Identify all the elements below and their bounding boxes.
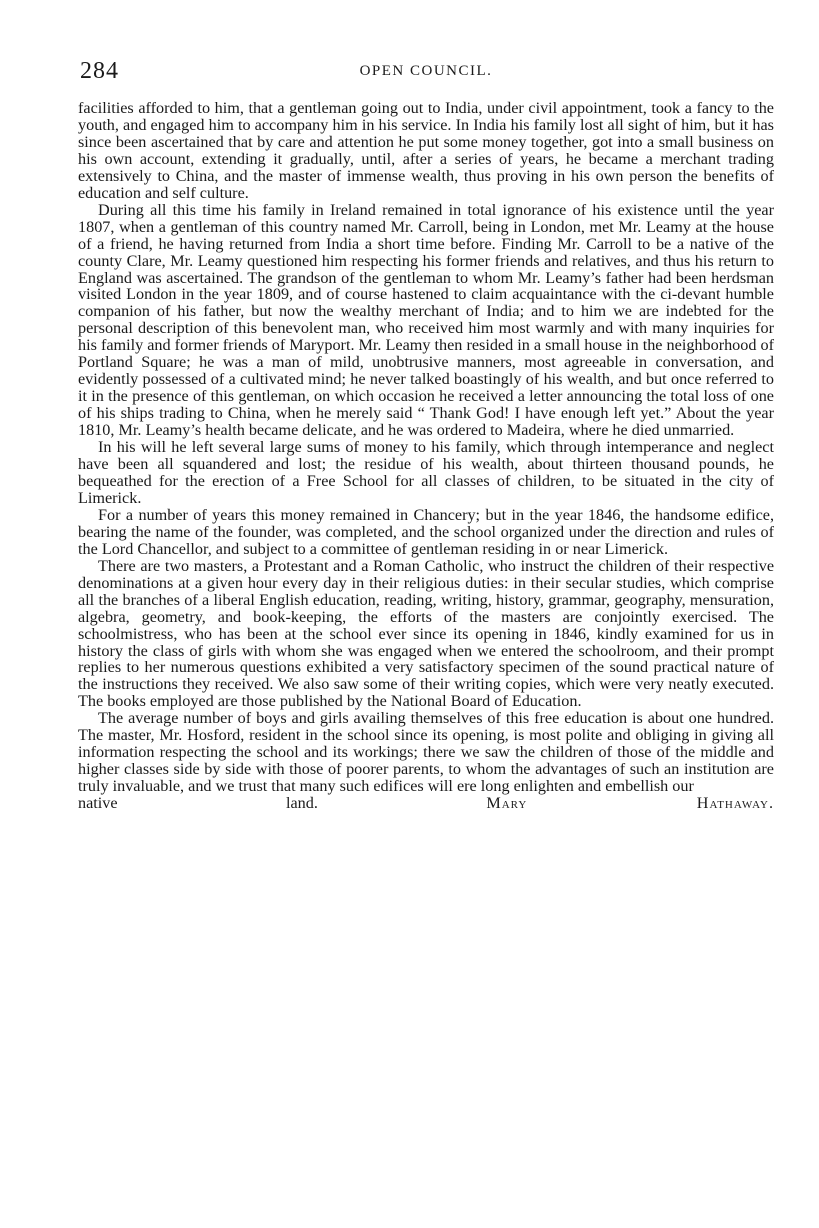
page-number: 284: [80, 58, 119, 84]
article-body: [78, 100, 774, 812]
paragraph-6: The average number of boys and girls availing themselves of this free education is about one hundred. The master, Mr. Hosford, resident in the school since its opening, is most polite and obliging in giving all information respecting the school and its workings; there we saw the children of those of the middle and higher classes side by side with those of poorer parents, to whom the advantages of such an institution are truly invaluable, and we trust that many such edifices will ere long enlighten and embellish our: [78, 709, 774, 796]
paragraph-4: For a number of years this money remained in Chancery; but in the year 1846, the handsome edifice, bearing the name of the founder, was completed, and the school organized under the direction and rules of the Lord Chancellor, and subject to a committee of gentleman residing in or near Limerick.: [78, 505, 774, 558]
closing-words: native land.: [78, 794, 318, 813]
author-signature: Mary Hathaway.: [486, 794, 775, 813]
paragraph-2: During all this time his family in Ireland remained in total ignorance of his existence until the year 1807, when a gentleman of this country named Mr. Carroll, being in London, met Mr. Leamy at the house of a friend, he having returned from India a short time before. Finding Mr. Carroll to be a native of the county Clare, Mr. Leamy questioned him respecting his former friends and relatives, and thus his return to England was ascertained. The grandson of the gentleman to whom Mr. Leamy’s father had been herdsman visited London in the year 1809, and of course hastened to claim acquaintance with the ci-devant humble companion of his father, but now the wealthy merchant of India; and to him we are indebted for the personal description of this benevolent man, who received him most warmly and with many inquiries for his family and former friends of Maryport. Mr. Leamy then resided in a small house in the neighborhood of Portland Square; he was a man of mild, unobtrusive manners, most agreeable in conversation, and evidently possessed of a cultivated mind; he never talked boastingly of his wealth, and but once referred to it in the presence of this gentleman, on which occasion he received a letter announcing the total loss of one of his ships trading to China, when he merely said “ Thank God! I have enough left yet.” About the year 1810, Mr. Leamy’s health became delicate, and he was ordered to Madeira, where he died unmarried.: [78, 200, 774, 440]
page: [78, 58, 774, 812]
page-header: [78, 58, 774, 88]
paragraph-3: In his will he left several large sums of money to his family, which through intemperance and neglect have been all squandered and lost; the residue of his wealth, about thirteen thousand pounds, he bequeathed for the erection of a Free School for all classes of children, to be situated in the city of Limerick.: [78, 438, 774, 507]
running-title: OPEN COUNCIL.: [359, 63, 493, 79]
paragraph-5: There are two masters, a Protestant and a Roman Catholic, who instruct the children of their respective denominations at a given hour every day in their religious duties: in their secular studies, which comprise all the branches of a liberal English education, reading, writing, history, grammar, geography, mensuration, algebra, geometry, and book-keeping, the efforts of the masters are conjointly exercised. The schoolmistress, who has been at the school ever since its opening in 1846, kindly examined for us in history the class of girls with whom she was engaged when we entered the schoolroom, and their prompt replies to her numerous questions exhibited a very satisfactory specimen of the sound practical nature of the instructions they received. We also saw some of their writing copies, which were very neatly executed. The books employed are those published by the National Board of Education.: [78, 556, 774, 711]
closing-line: [78, 795, 774, 812]
paragraph-1: facilities afforded to him, that a gentleman going out to India, under civil appointment, took a fancy to the youth, and engaged him to accompany him in his service. In India his family lost all sight of him, but it has since been ascertained that by care and attention he put some money together, got into a small business on his own account, extending it gradually, until, after a series of years, he became a merchant trading extensively to China, and the master of immense wealth, thus proving in his own person the benefits of education and self culture.: [78, 99, 774, 202]
